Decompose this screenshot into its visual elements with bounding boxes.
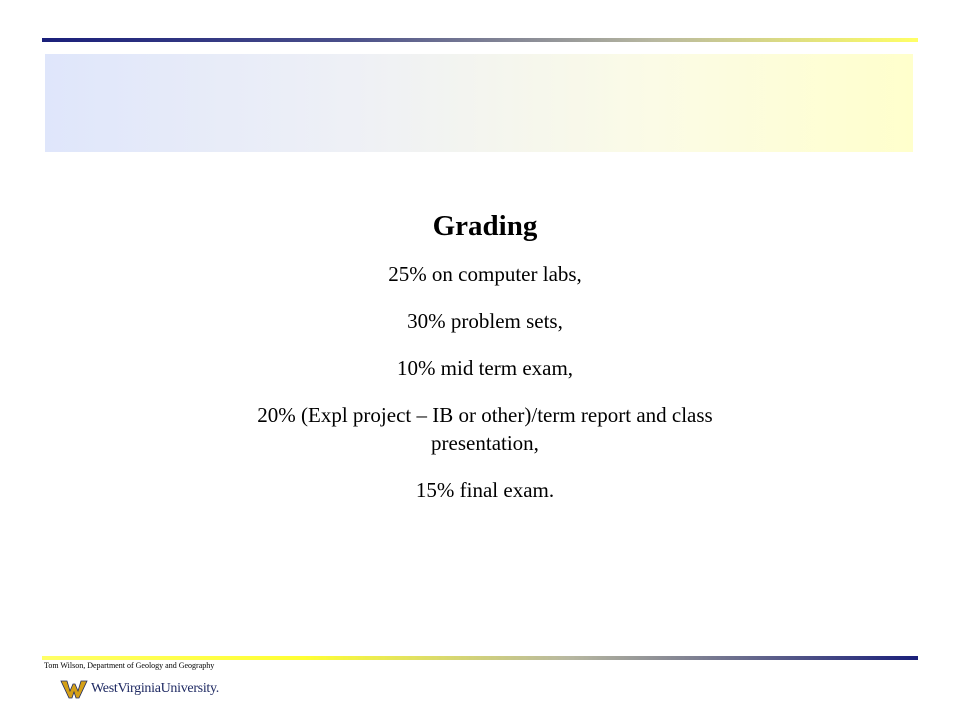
flying-wv-icon bbox=[60, 679, 88, 699]
top-gradient-rule bbox=[42, 38, 918, 42]
slide-heading: Grading bbox=[432, 210, 538, 242]
grading-item-final-exam: 15% final exam. bbox=[415, 478, 555, 502]
slide-content bbox=[180, 206, 790, 523]
footer-credit: Tom Wilson, Department of Geology and Geography bbox=[44, 661, 215, 670]
bottom-gradient-rule bbox=[42, 656, 918, 660]
title-band bbox=[45, 54, 913, 152]
grading-item-project: 20% (Expl project – IB or other)/term report and class presentation, bbox=[257, 403, 713, 455]
grading-item-computer-labs: 25% on computer labs, bbox=[388, 262, 582, 286]
logo-wordmark: WestVirginiaUniversity. bbox=[91, 681, 220, 696]
grading-item-problem-sets: 30% problem sets, bbox=[407, 309, 563, 333]
grading-item-midterm: 10% mid term exam, bbox=[396, 356, 574, 380]
wvu-logo bbox=[60, 678, 219, 700]
